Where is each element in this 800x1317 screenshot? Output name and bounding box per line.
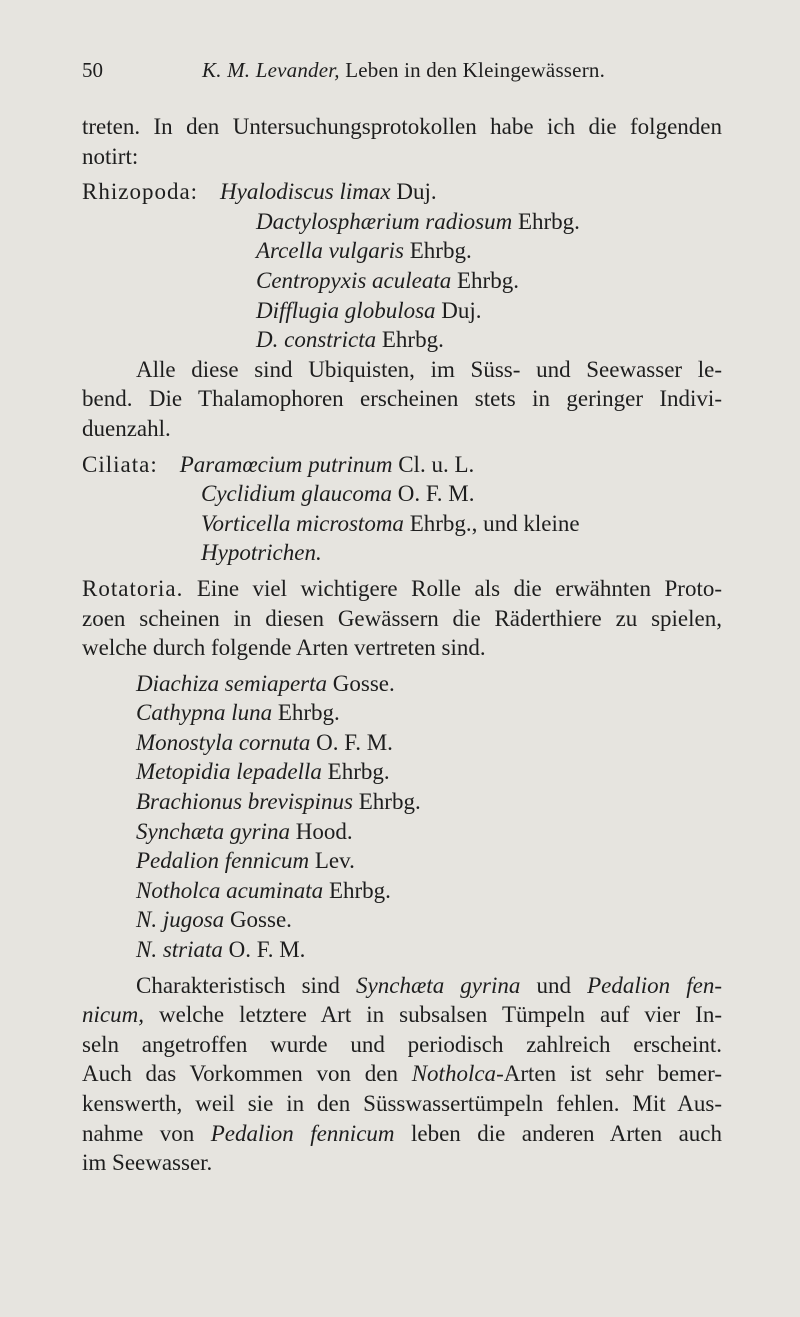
taxon-label: Rotatoria. — [82, 575, 184, 601]
taxon-label: Ciliata: — [82, 451, 158, 477]
page-body — [82, 112, 722, 1178]
species-entry — [136, 669, 722, 699]
species-name: Diachiza semiaperta — [136, 670, 328, 696]
species-entry — [82, 296, 722, 326]
species-name: Pedalion fennicum — [136, 848, 310, 874]
species-author: Ehrbg. — [327, 759, 390, 785]
running-header — [82, 58, 722, 90]
page-number: 50 — [82, 58, 103, 82]
species-entry — [136, 846, 722, 876]
species-author: Gosse. — [229, 907, 292, 933]
species-author: Cl. u. L. — [398, 451, 475, 477]
species-name: Vorticella microstoma — [201, 510, 404, 536]
paragraph-line: duenzahl. — [82, 415, 171, 441]
species-entry — [136, 876, 722, 906]
taxon-label: Rhizopoda: — [82, 179, 199, 205]
species-author: Ehrbg. — [328, 877, 391, 903]
rhizopoda-list — [82, 177, 722, 355]
species-entry — [82, 325, 722, 355]
species-entry — [136, 935, 722, 965]
species-author: Duj. — [441, 297, 482, 323]
species-author: Ehrbg. — [517, 208, 580, 234]
final-paragraph — [82, 971, 722, 1178]
species-name: Pedalion fen- — [587, 972, 722, 998]
species-name: N. striata — [136, 937, 223, 963]
species-name: Synchæta gyrina — [356, 972, 521, 998]
species-entry — [136, 787, 722, 817]
species-entry — [82, 177, 722, 207]
species-author: Ehrbg. — [381, 327, 444, 353]
ciliata-list — [82, 450, 722, 568]
species-name: D. constricta — [256, 327, 377, 353]
species-entry — [136, 757, 722, 787]
paragraph-line: im Seewasser. — [82, 1150, 213, 1176]
species-name: Hyalodiscus limax — [220, 179, 391, 205]
species-name: Hypotrichen. — [201, 540, 322, 566]
species-name: nicum, — [82, 1002, 144, 1028]
paragraph-line: Charakteristisch sind Synchæta gyrina und Pedalion fen- — [136, 972, 722, 998]
species-entry — [82, 266, 722, 296]
paragraph-line: welche durch folgende Arten vertreten sind. — [82, 635, 486, 661]
species-author: O. F. M. — [397, 481, 475, 507]
species-author: Ehrbg. — [409, 238, 472, 264]
species-name: Monostyla cornuta — [136, 729, 311, 755]
paragraph-line: nicum, welche letztere Art in subsalsen Tümpeln auf vier In- — [82, 1002, 722, 1028]
species-name: Synchæta gyrina — [136, 818, 290, 844]
species-author: Duj. — [396, 179, 437, 205]
species-author: Ehrbg. — [277, 700, 340, 726]
species-author: Lev. — [314, 848, 355, 874]
species-author: Gosse. — [332, 670, 395, 696]
genus-name: Notholca — [411, 1061, 497, 1087]
paragraph-line: zoen scheinen in diesen Gewässern die Räderthiere zu spielen, — [82, 605, 722, 631]
species-author: Hood. — [295, 818, 353, 844]
paragraph-line: Auch das Vorkommen von den Notholca-Arten ist sehr bemer- — [82, 1061, 722, 1087]
paragraph-line: Rotatoria. Eine viel wichtigere Rolle als die erwähnten Proto- — [82, 575, 722, 601]
rotatoria-list — [82, 669, 722, 965]
species-name: Cyclidium glaucoma — [201, 481, 392, 507]
species-entry — [136, 905, 722, 935]
species-author: Ehrbg., und kleine — [409, 510, 580, 536]
species-entry — [136, 817, 722, 847]
species-entry — [82, 479, 722, 509]
species-entry — [82, 450, 722, 480]
header-title: Leben in den Kleingewässern. — [345, 58, 606, 82]
species-entry — [136, 728, 722, 758]
intro-paragraph — [82, 112, 722, 171]
species-name: Cathypna luna — [136, 700, 273, 726]
paragraph-line: Alle diese sind Ubiquisten, im Süss- und Seewasser le- — [136, 356, 722, 382]
intro-line: notirt: — [82, 143, 139, 169]
species-entry — [136, 698, 722, 728]
species-name: Difflugia globulosa — [256, 297, 436, 323]
species-author: O. F. M. — [228, 937, 306, 963]
species-entry — [82, 236, 722, 266]
paragraph-line: kenswerth, weil sie in den Süsswassertümpeln fehlen. Mit Aus- — [82, 1091, 722, 1116]
species-entry — [82, 207, 722, 237]
paragraph-line: nahme von Pedalion fennicum leben die anderen Arten auch — [82, 1120, 722, 1146]
species-name: N. jugosa — [136, 907, 225, 933]
species-entry — [82, 509, 722, 539]
intro-line: treten. In den Untersuchungsprotokollen habe ich die folgenden — [82, 114, 722, 139]
species-name: Centropyxis aculeata — [256, 267, 452, 293]
species-author: Ehrbg. — [457, 267, 519, 293]
rotatoria-paragraph — [82, 574, 722, 663]
species-name: Notholca acuminata — [136, 877, 324, 903]
header-author: K. M. Levander, — [202, 58, 340, 82]
species-author: Ehrbg. — [358, 789, 421, 815]
species-name: Arcella vulgaris — [256, 238, 404, 264]
species-name: Paramœcium putrinum — [179, 451, 393, 477]
species-name: Dactylosphærium radiosum — [256, 208, 513, 234]
paragraph-line: seln angetroffen wurde und periodisch zahlreich erscheint. — [82, 1031, 722, 1057]
species-name: Pedalion fennicum — [210, 1120, 395, 1146]
running-title — [202, 58, 605, 83]
species-entry — [82, 538, 722, 568]
species-name: Brachionus brevispinus — [136, 789, 353, 815]
species-author: O. F. M. — [316, 729, 393, 755]
paragraph-line: bend. Die Thalamophoren erscheinen stets in geringer Indivi- — [82, 386, 722, 412]
rhizopoda-paragraph — [82, 355, 722, 444]
species-name: Metopidia lepadella — [136, 759, 322, 785]
